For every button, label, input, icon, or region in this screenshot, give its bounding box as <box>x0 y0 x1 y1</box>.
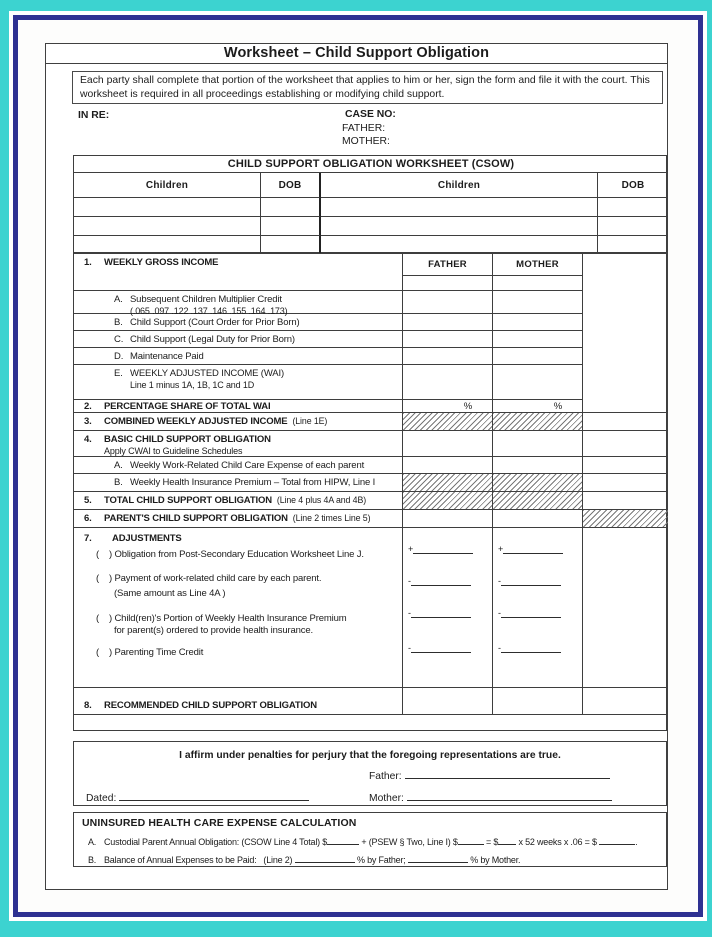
line8-father-cell[interactable] <box>403 688 493 715</box>
csow-children-table <box>73 155 667 253</box>
line1e-mother-cell[interactable] <box>493 365 583 400</box>
csow-table-title: CHILD SUPPORT OBLIGATION WORKSHEET (CSOW) <box>74 156 668 173</box>
in-re-label: IN RE: <box>78 110 110 121</box>
line1e-father-cell[interactable] <box>403 365 493 400</box>
row-6-label: 6. PARENT'S CHILD SUPPORT OBLIGATION (Line 2 times Line 5) <box>74 510 403 528</box>
csow-cell-child[interactable] <box>74 236 261 254</box>
dated-label: Dated: <box>86 793 117 804</box>
fill-line[interactable] <box>411 609 471 618</box>
fill-line[interactable] <box>501 644 561 653</box>
fill-line[interactable] <box>503 545 563 554</box>
line5-father-blocked-cell <box>403 492 493 510</box>
row-4a-label: A. Weekly Work-Related Child Care Expense of each parent <box>74 457 403 474</box>
line4a-mother-cell[interactable] <box>493 457 583 474</box>
unused-right-column <box>583 254 668 413</box>
line1a-mother-cell[interactable] <box>493 291 583 314</box>
line5-right-cell[interactable] <box>583 492 668 510</box>
line8-right-cell[interactable] <box>583 688 668 715</box>
line1c-mother-cell[interactable] <box>493 331 583 348</box>
line4b-right-cell[interactable] <box>583 474 668 492</box>
line2-father-percent-cell[interactable]: % <box>403 400 493 413</box>
line3-father-blocked-cell <box>403 413 493 431</box>
row-5-label: 5. TOTAL CHILD SUPPORT OBLIGATION (Line 4 plus 4A and 4B) <box>74 492 403 510</box>
adjustments-mother-cell: + - - - <box>493 528 583 688</box>
row-1a-label: A. Subsequent Children Multiplier Credit (.065 .097 .122 .137 .146 .155 .164 .173) <box>74 291 403 314</box>
line3-mother-blocked-cell <box>493 413 583 431</box>
affirmation-statement: I affirm under penalties for perjury that the foregoing representations are true. <box>179 750 561 761</box>
line8-mother-cell[interactable] <box>493 688 583 715</box>
line1a-father-cell[interactable] <box>403 291 493 314</box>
case-header-block <box>46 102 667 155</box>
case-no-label: CASE NO: <box>345 109 396 120</box>
line6-mother-cell[interactable] <box>493 510 583 528</box>
line1b-mother-cell[interactable] <box>493 314 583 331</box>
row-1c-label: C. Child Support (Legal Duty for Prior Born) <box>74 331 403 348</box>
fill-line[interactable] <box>498 836 516 845</box>
csow-cell-dob[interactable] <box>598 217 668 236</box>
table-bottom-spacer <box>74 715 668 733</box>
adjustment-item-3-sub: for parent(s) ordered to provide health insurance. <box>114 625 313 636</box>
worksheet-table <box>73 253 667 731</box>
dated-line[interactable] <box>119 792 309 801</box>
csow-cell-dob[interactable] <box>261 236 321 254</box>
line4a-right-cell[interactable] <box>583 457 668 474</box>
page-title: Worksheet – Child Support Obligation <box>46 44 667 64</box>
uninsured-title: UNINSURED HEALTH CARE EXPENSE CALCULATION <box>82 817 357 829</box>
fill-line[interactable] <box>458 836 484 845</box>
csow-cell-dob[interactable] <box>261 198 321 217</box>
line4b-father-blocked-cell <box>403 474 493 492</box>
line4-father-cell[interactable] <box>403 431 493 457</box>
row-1b-label: B. Child Support (Court Order for Prior Born) <box>74 314 403 331</box>
fill-line[interactable] <box>411 644 471 653</box>
col-header-dob-2: DOB <box>598 173 668 198</box>
csow-cell-dob[interactable] <box>598 198 668 217</box>
line1-father-cell[interactable] <box>403 276 493 291</box>
col-header-dob-1: DOB <box>261 173 321 198</box>
mother-column-header: MOTHER <box>493 254 583 276</box>
line3-right-cell[interactable] <box>583 413 668 431</box>
adjustment-item-2: ( ) Payment of work-related child care by each parent. <box>96 573 322 584</box>
row-1e-label: E. WEEKLY ADJUSTED INCOME (WAI) Line 1 minus 1A, 1B, 1C and 1D <box>74 365 403 400</box>
mother-name-label: MOTHER: <box>342 136 390 147</box>
adjustments-father-cell: + - - - <box>403 528 493 688</box>
adjustment-item-4: ( ) Parenting Time Credit <box>96 647 204 658</box>
csow-cell-dob[interactable] <box>261 217 321 236</box>
csow-cell-dob[interactable] <box>598 236 668 254</box>
document-page <box>13 15 703 917</box>
line1d-mother-cell[interactable] <box>493 348 583 365</box>
adjustment-item-1: ( ) Obligation from Post-Secondary Education Worksheet Line J. <box>96 549 364 560</box>
csow-cell-child[interactable] <box>74 198 261 217</box>
col-header-children-2: Children <box>321 173 598 198</box>
line5-mother-blocked-cell <box>493 492 583 510</box>
father-signature-line[interactable] <box>405 770 610 779</box>
father-column-header: FATHER <box>403 254 493 276</box>
fill-line[interactable] <box>295 854 355 863</box>
row-4b-label: B. Weekly Health Insurance Premium – Total from HIPW, Line I <box>74 474 403 492</box>
row-7-adjustments-label: 7. ADJUSTMENTS ( ) Obligation from Post-Secondary Education Worksheet Line J. ( ) Payment of work-related child care by each parent. (Same amount as Line 4A ) ( ) Child(ren)'s Portion of Weekly Health Insurance Premium for parent(s) ordered to provide health insurance. ( ) Parenting Time Credit <box>74 528 403 688</box>
line6-father-cell[interactable] <box>403 510 493 528</box>
adjustment-item-2-sub: (Same amount as Line 4A ) <box>114 588 226 599</box>
row-8-label: 8. RECOMMENDED CHILD SUPPORT OBLIGATION <box>74 688 403 715</box>
form-outline <box>45 43 668 890</box>
row-2-label: 2. PERCENTAGE SHARE OF TOTAL WAI <box>74 400 403 413</box>
mother-signature-line[interactable] <box>407 792 612 801</box>
adjustment-item-3: ( ) Child(ren)'s Portion of Weekly Health Insurance Premium <box>96 613 347 624</box>
fill-line[interactable] <box>408 854 468 863</box>
line2-mother-percent-cell[interactable]: % <box>493 400 583 413</box>
line1c-father-cell[interactable] <box>403 331 493 348</box>
csow-cell-child[interactable] <box>321 198 598 217</box>
line1-mother-cell[interactable] <box>493 276 583 291</box>
uninsured-line-a: A. Custodial Parent Annual Obligation: (CSOW Line 4 Total) $ + (PSEW § Two, Line I) $ = $ x 52 weeks x .06 = $ . <box>88 837 638 847</box>
line4-right-cell[interactable] <box>583 431 668 457</box>
fill-line[interactable] <box>327 836 359 845</box>
uninsured-expense-box <box>73 812 667 867</box>
fill-line[interactable] <box>413 545 473 554</box>
father-signature-label: Father: <box>369 771 402 782</box>
uninsured-line-b: B. Balance of Annual Expenses to be Paid: (Line 2) % by Father; % by Mother. <box>88 855 521 865</box>
line1b-father-cell[interactable] <box>403 314 493 331</box>
line4b-mother-blocked-cell <box>493 474 583 492</box>
adjustments-right-cell <box>583 528 668 688</box>
row-1d-label: D. Maintenance Paid <box>74 348 403 365</box>
father-name-label: FATHER: <box>342 123 386 134</box>
line6-right-blocked-cell <box>583 510 668 528</box>
row-3-label: 3. COMBINED WEEKLY ADJUSTED INCOME (Line 1E) <box>74 413 403 431</box>
row-4-label: 4. BASIC CHILD SUPPORT OBLIGATION Apply CWAI to Guideline Schedules <box>74 431 403 457</box>
mother-signature-label: Mother: <box>369 793 404 804</box>
line4a-father-cell[interactable] <box>403 457 493 474</box>
col-header-children-1: Children <box>74 173 261 198</box>
csow-cell-child[interactable] <box>74 217 261 236</box>
csow-cell-child[interactable] <box>321 217 598 236</box>
csow-cell-child[interactable] <box>321 236 598 254</box>
fill-line[interactable] <box>501 609 561 618</box>
affirmation-box <box>73 741 667 806</box>
row-1-label: 1. WEEKLY GROSS INCOME <box>74 254 403 291</box>
line1d-father-cell[interactable] <box>403 348 493 365</box>
fill-line[interactable] <box>501 577 561 586</box>
line4-mother-cell[interactable] <box>493 431 583 457</box>
fill-line[interactable] <box>411 577 471 586</box>
fill-line[interactable] <box>599 836 635 845</box>
instructions-box: Each party shall complete that portion of the worksheet that applies to him or her, sign the form and file it with the court. This worksheet is required in all proceedings establishing or modifying child support. <box>72 71 663 104</box>
